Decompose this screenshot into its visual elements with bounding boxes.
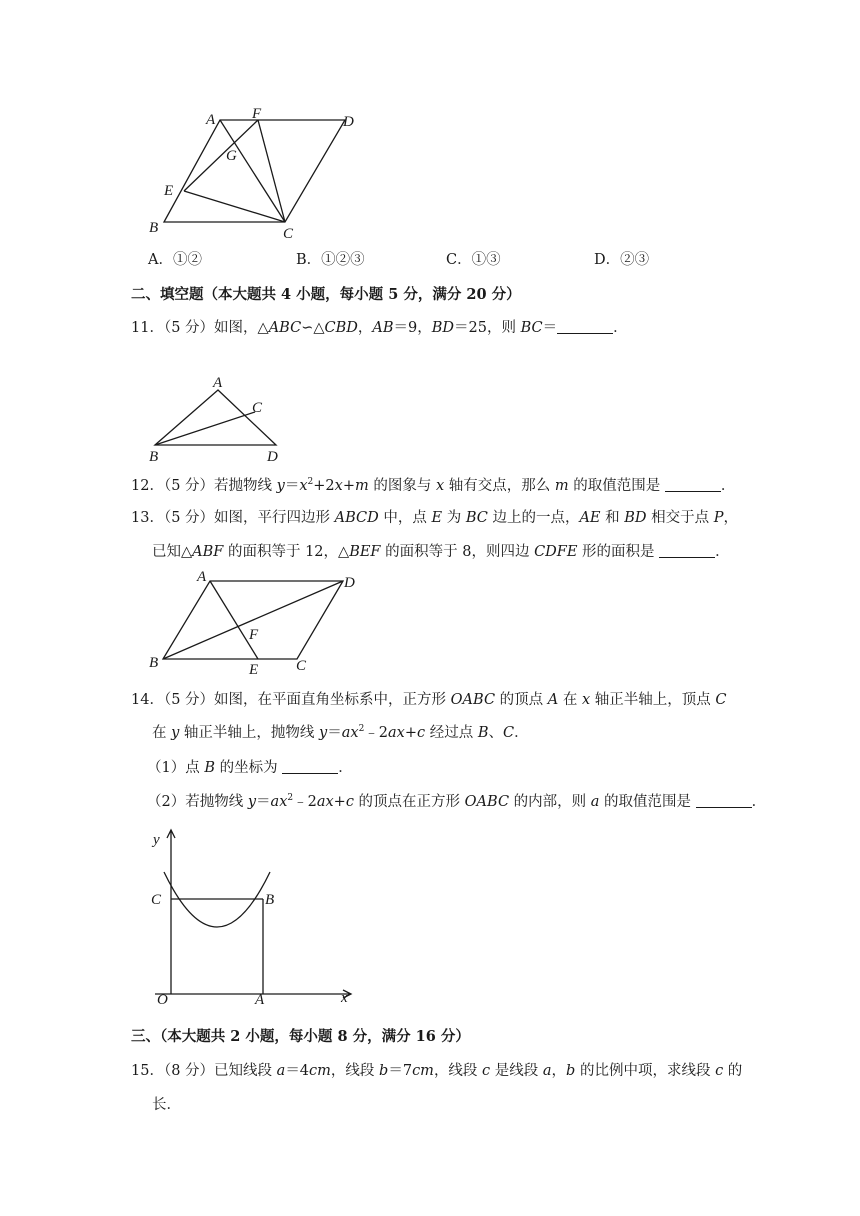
q11-figure [145,372,295,465]
q13-line-AE [210,581,258,659]
q13-label-B: B [149,655,159,671]
q10-figure [140,105,380,245]
q14-line2: 在 y 轴正半轴上，抛物线 $y=ax^2﹣2ax+c$ 经过点 B、C． [152,724,529,741]
q11-line-BC [155,412,255,445]
q10-label-D: D [343,114,354,130]
q10-line-EF [184,120,258,191]
q13-label-C: C [296,658,307,674]
q11-triangle [155,390,276,445]
q14-label-C: C [151,892,162,908]
q13-label-A: A [197,569,207,585]
q14-sub1-answer-blank [282,759,338,774]
q10-label-A: A [206,112,216,128]
q14-sub2: （2）若抛物线 $y=ax^2﹣2ax+c$ 的顶点在正方形 OABC 的内部，则 a 的取值范围是 ． [147,793,767,810]
q13-label-E: E [249,662,259,678]
q11-label-B: B [149,449,159,465]
q11-label-A: A [213,375,223,391]
q10-label-C: C [283,226,294,242]
q14-figure [145,822,365,1012]
q10-label-G: G [226,148,237,164]
q10-line-EC [184,191,285,222]
q15-line2: 长． [152,1097,181,1113]
q14-sub1: （1）点 B 的坐标为 ． [147,760,353,776]
q13-label-D: D [344,575,355,591]
q14-sub2-answer-blank [696,793,752,808]
q14-label-B: B [265,892,275,908]
q10-line-AC [220,120,285,222]
q14-label-A: A [255,992,265,1008]
q13-figure [145,568,375,678]
q10-option-d: D．②③ [594,252,650,268]
q11-label-C: C [252,400,263,416]
q10-option-a: A．①② [148,252,202,268]
q14-label-O: O [157,992,168,1008]
q10-parallelogram [164,120,345,222]
q12-answer-blank [665,477,721,492]
section2-heading: 二、填空题（本大题共 4 小题，每小题 5 分，满分 20 分） [131,286,521,303]
q10-option-b: B．①②③ [296,252,365,268]
q10-label-B: B [149,220,159,236]
q13-label-F: F [249,627,259,643]
q10-option-c: C．①③ [446,252,501,268]
q11-text: 11．（5 分）如图，△ABC∽△CBD，AB＝9，BD＝25，则 BC＝ ． [131,320,628,336]
q10-line-FC [258,120,285,222]
section3-heading: 三、（本大题共 2 小题，每小题 8 分，满分 16 分） [131,1028,470,1045]
q12-text: 12．（5 分）若抛物线 $y=x^2+2x+m$ 的图象与 x 轴有交点，那么 m 的取值范围是 ． [131,477,736,494]
q10-label-E: E [164,183,174,199]
q14-label-x: x [341,990,348,1006]
q13-answer-blank [659,543,715,558]
q14-line1: 14．（5 分）如图，在平面直角坐标系中，正方形 OABC 的顶点 A 在 x 轴正半轴上，顶点 C [131,692,727,708]
q13-line-BD [163,581,343,659]
q14-label-y: y [153,832,160,848]
q13-line1: 13．（5 分）如图，平行四边形 ABCD 中，点 E 为 BC 边上的一点，AE 和 BD 相交于点 P， [131,510,738,526]
q11-answer-blank [557,319,613,334]
q10-label-F: F [252,106,262,122]
q13-line2: 已知△ABF 的面积等于 12，△BEF 的面积等于 8，则四边 CDFE 形的面积是 ． [152,544,730,560]
q15-line1: 15．（8 分）已知线段 a＝4cm，线段 b＝7cm，线段 c 是线段 a，b 的比例中项，求线段 c 的 [131,1063,743,1079]
q11-label-D: D [267,449,278,465]
